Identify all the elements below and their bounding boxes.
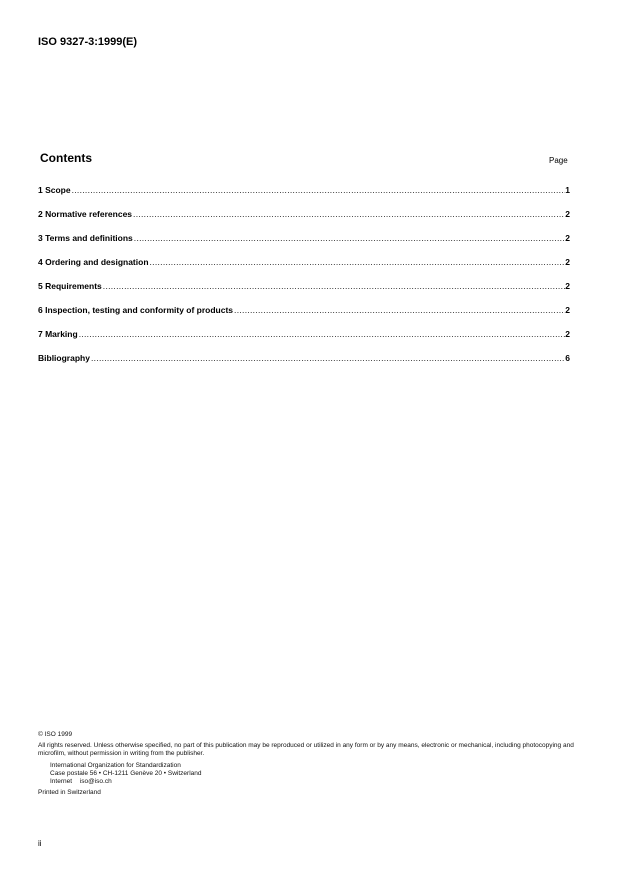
dot-leader <box>103 280 565 292</box>
organization-name: International Organization for Standardization <box>50 761 181 769</box>
document-id-header: ISO 9327-3:1999(E) <box>38 36 138 48</box>
dot-leader <box>234 304 565 316</box>
toc-entry-page: 2 <box>565 305 570 315</box>
dot-leader <box>72 184 566 196</box>
toc-entry-inspection-testing[interactable] <box>38 304 570 328</box>
contents-heading: Contents <box>40 151 92 165</box>
printed-in: Printed in Switzerland <box>38 789 101 797</box>
copyright-footer <box>38 731 578 797</box>
toc-entry-page: 2 <box>565 281 570 291</box>
postal-address: Case postale 56 • CH-1211 Genève 20 • Switzerland <box>50 769 202 777</box>
toc-entry-page: 6 <box>565 353 570 363</box>
toc-entry-page: 1 <box>565 185 570 195</box>
toc-entry-page: 2 <box>565 209 570 219</box>
toc-entry-terms-and-definitions[interactable] <box>38 232 570 256</box>
toc-entry-title: 2 Normative references <box>38 209 133 219</box>
toc-entry-title: Bibliography <box>38 353 90 363</box>
page-column-label: Page <box>549 156 568 165</box>
dot-leader <box>91 352 565 364</box>
dot-leader <box>134 232 565 244</box>
toc-entry-title: 6 Inspection, testing and conformity of products <box>38 305 234 315</box>
toc-entry-marking[interactable] <box>38 328 570 352</box>
table-of-contents <box>38 184 570 376</box>
toc-entry-title: 1 Scope <box>38 185 71 195</box>
dot-leader <box>150 256 566 268</box>
page-number: ii <box>38 839 42 848</box>
dot-leader <box>133 208 565 220</box>
toc-entry-page: 2 <box>565 257 570 267</box>
internet-email[interactable]: iso@iso.ch <box>79 778 112 786</box>
toc-entry-title: 3 Terms and definitions <box>38 233 133 243</box>
internet-contact <box>38 778 578 786</box>
internet-label: Internet <box>50 778 73 786</box>
toc-entry-ordering-and-designation[interactable] <box>38 256 570 280</box>
toc-entry-requirements[interactable] <box>38 280 570 304</box>
copyright-notice: © ISO 1999 <box>38 731 73 738</box>
dot-leader <box>79 328 566 340</box>
toc-entry-page: 2 <box>565 233 570 243</box>
rights-statement: All rights reserved. Unless otherwise specified, no part of this publication may be reproduced or utilized in any form or by any means, electronic or mechanical, including photocopying and microfilm, without permission in writing from the publisher. <box>38 742 574 758</box>
toc-entry-title: 7 Marking <box>38 329 78 339</box>
toc-entry-title: 5 Requirements <box>38 281 102 291</box>
toc-entry-page: 2 <box>565 329 570 339</box>
toc-entry-title: 4 Ordering and designation <box>38 257 149 267</box>
toc-entry-normative-references[interactable] <box>38 208 570 232</box>
toc-entry-scope[interactable] <box>38 184 570 208</box>
toc-entry-bibliography[interactable] <box>38 352 570 376</box>
